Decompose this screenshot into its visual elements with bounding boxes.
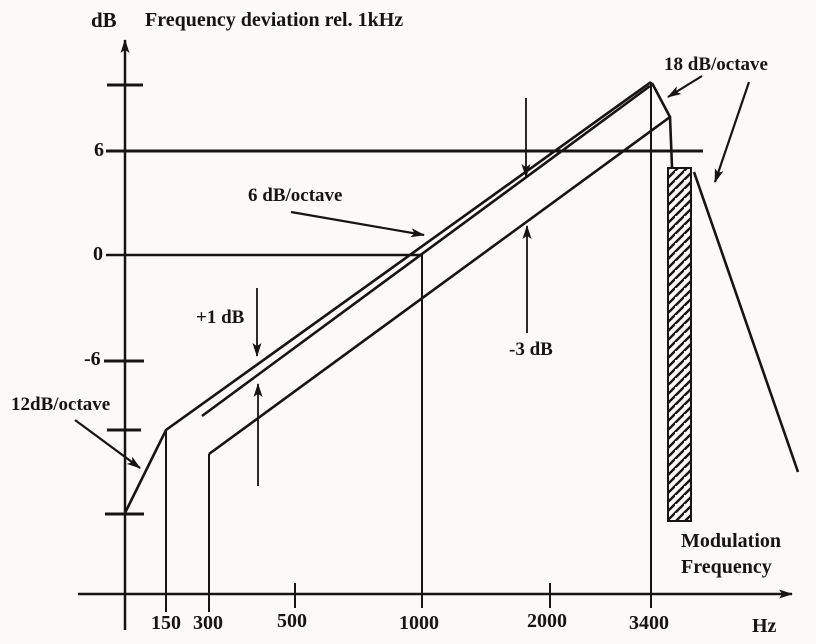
slope-label-18db-octave: 18 dB/octave	[664, 54, 768, 75]
x-tick-label-300: 300	[193, 612, 223, 634]
x-tick-label-3400: 3400	[629, 612, 669, 634]
chart-title: Frequency deviation rel. 1kHz	[145, 9, 404, 31]
plus1db-dimension-arrows	[257, 288, 258, 486]
tolerance-label-minus3db: -3 dB	[509, 339, 553, 360]
x-tick-label-2000: 2000	[527, 610, 567, 632]
leader-arrow-18db-octave-peak	[668, 76, 702, 97]
upper-limit-curve	[125, 82, 651, 513]
x-tick-label-150: 150	[151, 612, 181, 634]
x-axis-reference-lines	[166, 82, 651, 612]
x-tick-label-1000: 1000	[399, 612, 439, 634]
y-axis-unit-label: dB	[91, 8, 117, 32]
x-axis-caption-line1: Modulation	[681, 530, 782, 552]
tolerance-label-plus1db: +1 dB	[196, 307, 245, 328]
y-tick-label-plus6: 6	[94, 139, 104, 161]
leader-arrow-12db-octave	[75, 420, 140, 468]
x-axis-caption	[681, 528, 781, 580]
slope-label-6db-octave: 6 dB/octave	[248, 185, 343, 206]
minus3db-dimension-arrows	[526, 98, 527, 333]
hatched-band-edge-bar	[668, 168, 691, 521]
x-axis-unit-label: Hz	[752, 615, 777, 637]
leader-arrow-18db-octave-stopband	[715, 82, 749, 182]
x-tick-label-500: 500	[277, 610, 307, 632]
lower-limit-curve	[209, 117, 670, 454]
y-tick-label-zero: 0	[93, 243, 103, 265]
slope-label-12db-octave: 12dB/octave	[11, 394, 111, 415]
leader-arrow-6db-octave	[291, 212, 424, 235]
x-axis-caption-line2: Frequency	[681, 556, 772, 578]
y-tick-label-minus6: -6	[84, 348, 101, 370]
nominal-curve	[202, 86, 650, 416]
stopband-slope-line	[694, 172, 798, 472]
